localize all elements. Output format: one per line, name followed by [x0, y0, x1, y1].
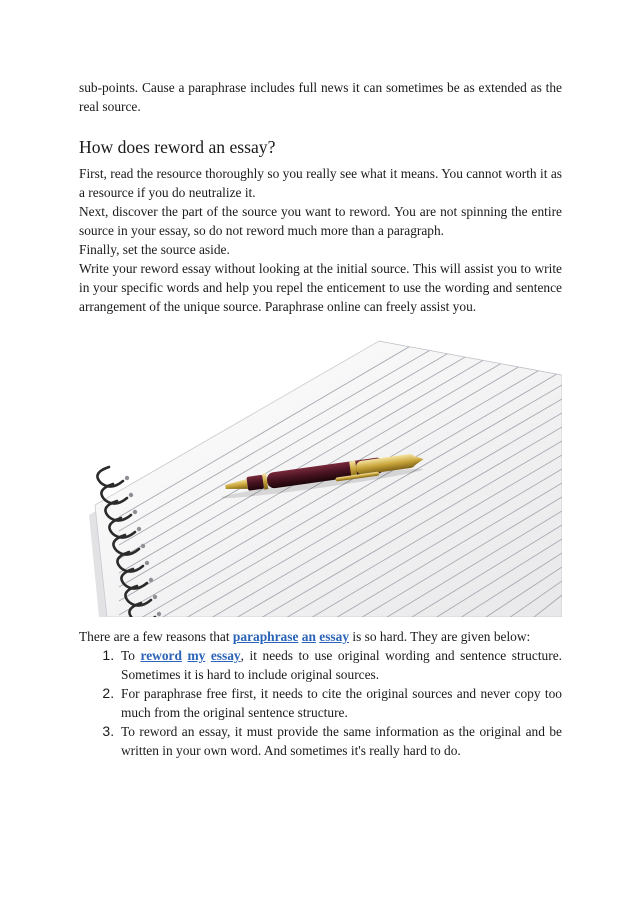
list-item: 1. To reword my essay, it needs to use original wording and sentence structure. Sometimes it is hard to include original sources. — [118, 646, 562, 684]
reasons-list — [79, 646, 562, 760]
section-heading: How does reword an essay? — [79, 137, 276, 157]
steps-paragraph — [79, 164, 562, 316]
reasons-text-after: is so hard. They are given below: — [349, 629, 531, 644]
an-link[interactable]: an — [301, 629, 316, 644]
step-3: Finally, set the source aside. — [79, 242, 230, 257]
notebook-illustration — [79, 335, 562, 617]
list-item: 2. For paraphrase free first, it needs to cite the original sources and never copy too much from the original sentence structure. — [118, 684, 562, 722]
essay-link-2[interactable]: essay — [210, 648, 241, 663]
step-1: First, read the resource thoroughly so you really see what it means. You cannot worth it as a resource if you do neutralize it. — [79, 166, 562, 200]
paraphrase-link[interactable]: paraphrase — [232, 629, 299, 644]
reword-link[interactable]: reword — [140, 648, 182, 663]
essay-link[interactable]: essay — [319, 629, 350, 644]
intro-paragraph: sub-points. Cause a paraphrase includes full news it can sometimes be as extended as the real source. — [79, 80, 562, 114]
list-item: 3. To reword an essay, it must provide the same information as the original and be written in your own word. And sometimes it's really hard to do. — [118, 722, 562, 760]
reasons-text-before: There are a few reasons that — [79, 629, 233, 644]
my-link[interactable]: my — [187, 648, 206, 663]
reasons-paragraph — [79, 627, 562, 646]
step-2: Next, discover the part of the source you want to reword. You are not spinning the entire source in your essay, so do not reword much more than a paragraph. — [79, 204, 562, 238]
step-4: Write your reword essay without looking at the initial source. This will assist you to write in your specific words and help you repel the enticement to use the wording and sentence arrangement of the unique source. Paraphrase online can freely assist you. — [79, 261, 562, 314]
document-page — [79, 0, 562, 760]
notebook-pen-image — [79, 335, 562, 617]
